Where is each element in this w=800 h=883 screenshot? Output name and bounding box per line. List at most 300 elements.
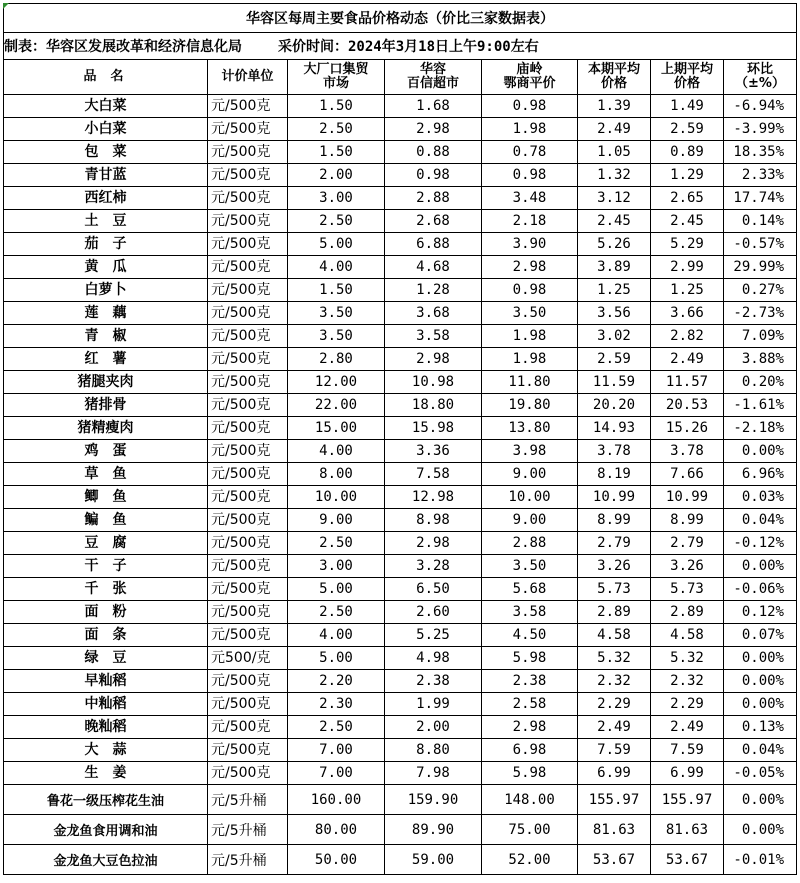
- price-market2: 5.25: [385, 624, 482, 647]
- table-row: [4, 371, 797, 394]
- price-change: 0.00%: [724, 555, 797, 578]
- price-market1: 2.20: [288, 670, 385, 693]
- price-market3: 9.00: [482, 509, 578, 532]
- price-market1: 15.00: [288, 417, 385, 440]
- header-market3: [482, 60, 578, 95]
- price-change: 0.13%: [724, 716, 797, 739]
- maker-label: 制表：华容区发展改革和经济信息化局: [4, 39, 242, 55]
- price-market2: 12.98: [385, 486, 482, 509]
- price-market3: 9.00: [482, 463, 578, 486]
- meta-cell: [4, 33, 797, 60]
- price-previous-avg: 2.99: [651, 256, 724, 279]
- item-unit: 元/500克: [208, 325, 288, 348]
- header-unit: 计价单位: [208, 60, 288, 95]
- table-row: [4, 647, 797, 670]
- item-unit: 元/500克: [208, 187, 288, 210]
- price-market1: 12.00: [288, 371, 385, 394]
- price-market3: 3.48: [482, 187, 578, 210]
- item-unit: 元/5升桶: [208, 815, 288, 845]
- price-previous-avg: 2.29: [651, 693, 724, 716]
- price-current-avg: 53.67: [578, 845, 651, 875]
- price-current-avg: 2.89: [578, 601, 651, 624]
- price-market3: 2.58: [482, 693, 578, 716]
- price-market1: 160.00: [288, 785, 385, 815]
- price-previous-avg: 10.99: [651, 486, 724, 509]
- price-table: [3, 3, 797, 875]
- price-current-avg: 11.59: [578, 371, 651, 394]
- price-current-avg: 6.99: [578, 762, 651, 785]
- item-unit: 元/500克: [208, 486, 288, 509]
- table-row: [4, 187, 797, 210]
- price-market1: 80.00: [288, 815, 385, 845]
- price-previous-avg: 5.29: [651, 233, 724, 256]
- price-market3: 3.58: [482, 601, 578, 624]
- price-market3: 2.98: [482, 256, 578, 279]
- price-previous-avg: 3.78: [651, 440, 724, 463]
- header-change-line1: 环比: [746, 62, 773, 77]
- item-name: 包 菜: [4, 141, 208, 164]
- price-market2: 2.98: [385, 348, 482, 371]
- price-market3: 1.98: [482, 118, 578, 141]
- item-unit: 元/500克: [208, 371, 288, 394]
- item-name: 金龙鱼大豆色拉油: [4, 845, 208, 875]
- price-change: 0.27%: [724, 279, 797, 302]
- price-change: 0.00%: [724, 647, 797, 670]
- price-market1: 5.00: [288, 233, 385, 256]
- price-market2: 89.90: [385, 815, 482, 845]
- item-name: 晚籼稻: [4, 716, 208, 739]
- price-current-avg: 1.32: [578, 164, 651, 187]
- price-market1: 9.00: [288, 509, 385, 532]
- header-previous-avg: [651, 60, 724, 95]
- price-change: -6.94%: [724, 95, 797, 118]
- price-market2: 10.98: [385, 371, 482, 394]
- item-name: 千 张: [4, 578, 208, 601]
- price-market2: 2.98: [385, 118, 482, 141]
- price-previous-avg: 2.59: [651, 118, 724, 141]
- item-unit: 元/500克: [208, 164, 288, 187]
- price-market1: 2.50: [288, 716, 385, 739]
- price-previous-avg: 5.32: [651, 647, 724, 670]
- item-name: 鲫 鱼: [4, 486, 208, 509]
- table-row: [4, 233, 797, 256]
- item-unit: 元/500克: [208, 210, 288, 233]
- price-current-avg: 7.59: [578, 739, 651, 762]
- item-name: 中籼稻: [4, 693, 208, 716]
- price-current-avg: 2.32: [578, 670, 651, 693]
- price-current-avg: 14.93: [578, 417, 651, 440]
- price-market1: 5.00: [288, 578, 385, 601]
- table-title: 华容区每周主要食品价格动态（价比三家数据表）: [4, 4, 797, 33]
- price-market3: 3.98: [482, 440, 578, 463]
- price-current-avg: 2.29: [578, 693, 651, 716]
- price-change: 0.00%: [724, 440, 797, 463]
- price-market2: 2.38: [385, 670, 482, 693]
- header-market1-line1: 大厂口集贸: [303, 62, 369, 77]
- table-row: [4, 279, 797, 302]
- table-row: [4, 394, 797, 417]
- price-current-avg: 2.79: [578, 532, 651, 555]
- item-unit: 元/500克: [208, 394, 288, 417]
- item-unit: 元/500克: [208, 716, 288, 739]
- price-previous-avg: 5.73: [651, 578, 724, 601]
- price-previous-avg: 7.59: [651, 739, 724, 762]
- item-name: 金龙鱼食用调和油: [4, 815, 208, 845]
- price-change: 0.04%: [724, 509, 797, 532]
- item-name: 青甘蓝: [4, 164, 208, 187]
- price-market3: 13.80: [482, 417, 578, 440]
- price-change: 6.96%: [724, 463, 797, 486]
- price-current-avg: 3.89: [578, 256, 651, 279]
- price-change: 0.07%: [724, 624, 797, 647]
- price-market1: 2.00: [288, 164, 385, 187]
- price-previous-avg: 81.63: [651, 815, 724, 845]
- price-market2: 7.58: [385, 463, 482, 486]
- price-market2: 59.00: [385, 845, 482, 875]
- item-unit: 元/500克: [208, 693, 288, 716]
- item-name: 鳊 鱼: [4, 509, 208, 532]
- price-previous-avg: 0.89: [651, 141, 724, 164]
- price-change: 0.04%: [724, 739, 797, 762]
- price-market1: 2.30: [288, 693, 385, 716]
- price-market2: 7.98: [385, 762, 482, 785]
- price-current-avg: 2.45: [578, 210, 651, 233]
- price-current-avg: 2.59: [578, 348, 651, 371]
- price-change: 0.00%: [724, 785, 797, 815]
- item-unit: 元/500克: [208, 670, 288, 693]
- item-unit: 元/500克: [208, 417, 288, 440]
- item-unit: 元500/克: [208, 647, 288, 670]
- header-change: [724, 60, 797, 95]
- table-row: [4, 762, 797, 785]
- price-change: -2.18%: [724, 417, 797, 440]
- price-market1: 2.50: [288, 118, 385, 141]
- table-row: [4, 532, 797, 555]
- price-market2: 3.36: [385, 440, 482, 463]
- price-market3: 10.00: [482, 486, 578, 509]
- price-change: 18.35%: [724, 141, 797, 164]
- table-row: [4, 325, 797, 348]
- price-previous-avg: 2.79: [651, 532, 724, 555]
- price-current-avg: 2.49: [578, 716, 651, 739]
- price-market2: 18.80: [385, 394, 482, 417]
- item-name: 大 蒜: [4, 739, 208, 762]
- table-row: [4, 624, 797, 647]
- table-row: [4, 670, 797, 693]
- price-previous-avg: 2.65: [651, 187, 724, 210]
- price-current-avg: 3.26: [578, 555, 651, 578]
- header-market2-line2: 百信超市: [406, 76, 459, 91]
- table-row: [4, 785, 797, 815]
- price-previous-avg: 7.66: [651, 463, 724, 486]
- item-unit: 元/500克: [208, 302, 288, 325]
- price-current-avg: 4.58: [578, 624, 651, 647]
- item-name: 猪排骨: [4, 394, 208, 417]
- price-market1: 2.50: [288, 532, 385, 555]
- price-change: -0.12%: [724, 532, 797, 555]
- table-row: [4, 141, 797, 164]
- item-name: 西红柿: [4, 187, 208, 210]
- price-previous-avg: 1.29: [651, 164, 724, 187]
- header-current-line1: 本期平均: [587, 62, 640, 77]
- table-row: [4, 256, 797, 279]
- item-unit: 元/5升桶: [208, 845, 288, 875]
- price-market3: 5.98: [482, 647, 578, 670]
- item-name: 猪腿夹肉: [4, 371, 208, 394]
- price-change: -2.73%: [724, 302, 797, 325]
- price-market1: 4.00: [288, 624, 385, 647]
- price-market3: 0.98: [482, 95, 578, 118]
- table-row: [4, 348, 797, 371]
- item-name: 鸡 蛋: [4, 440, 208, 463]
- price-market2: 2.60: [385, 601, 482, 624]
- price-change: 0.00%: [724, 693, 797, 716]
- item-unit: 元/500克: [208, 463, 288, 486]
- price-current-avg: 3.56: [578, 302, 651, 325]
- table-row: [4, 845, 797, 875]
- header-previous-line1: 上期平均: [660, 62, 713, 77]
- price-previous-avg: 2.49: [651, 348, 724, 371]
- price-market3: 6.98: [482, 739, 578, 762]
- price-market2: 6.88: [385, 233, 482, 256]
- price-market2: 3.58: [385, 325, 482, 348]
- table-row: [4, 118, 797, 141]
- table-row: [4, 739, 797, 762]
- price-market2: 1.68: [385, 95, 482, 118]
- table-row: [4, 509, 797, 532]
- table-row: [4, 555, 797, 578]
- price-current-avg: 5.32: [578, 647, 651, 670]
- price-market2: 6.50: [385, 578, 482, 601]
- item-name: 黄 瓜: [4, 256, 208, 279]
- header-market3-line1: 庙岭: [516, 62, 543, 77]
- price-market3: 2.88: [482, 532, 578, 555]
- price-market2: 3.68: [385, 302, 482, 325]
- item-unit: 元/5升桶: [208, 785, 288, 815]
- price-market2: 4.68: [385, 256, 482, 279]
- price-market3: 3.50: [482, 302, 578, 325]
- item-name: 青 椒: [4, 325, 208, 348]
- price-market1: 7.00: [288, 762, 385, 785]
- item-name: 红 薯: [4, 348, 208, 371]
- item-name: 生 姜: [4, 762, 208, 785]
- collection-time: 采价时间：2024年3月18日上午9:00左右: [278, 39, 539, 55]
- price-change: -1.61%: [724, 394, 797, 417]
- item-unit: 元/500克: [208, 233, 288, 256]
- table-row: [4, 716, 797, 739]
- price-change: 17.74%: [724, 187, 797, 210]
- price-market1: 5.00: [288, 647, 385, 670]
- price-change: 7.09%: [724, 325, 797, 348]
- price-market1: 4.00: [288, 440, 385, 463]
- price-current-avg: 8.19: [578, 463, 651, 486]
- price-current-avg: 8.99: [578, 509, 651, 532]
- table-row: [4, 578, 797, 601]
- price-market3: 52.00: [482, 845, 578, 875]
- item-name: 大白菜: [4, 95, 208, 118]
- header-row: [4, 60, 797, 95]
- header-market2: [385, 60, 482, 95]
- price-current-avg: 1.25: [578, 279, 651, 302]
- item-name: 面 粉: [4, 601, 208, 624]
- price-market1: 2.50: [288, 210, 385, 233]
- price-previous-avg: 2.82: [651, 325, 724, 348]
- price-market2: 2.98: [385, 532, 482, 555]
- item-unit: 元/500克: [208, 532, 288, 555]
- header-market3-line2: 鄂商平价: [503, 76, 556, 91]
- price-market2: 2.68: [385, 210, 482, 233]
- item-unit: 元/500克: [208, 739, 288, 762]
- header-market1-line2: 市场: [322, 76, 349, 91]
- item-name: 豆 腐: [4, 532, 208, 555]
- price-previous-avg: 3.26: [651, 555, 724, 578]
- price-previous-avg: 2.89: [651, 601, 724, 624]
- table-row: [4, 302, 797, 325]
- title-row: [4, 4, 797, 33]
- table-row: [4, 601, 797, 624]
- price-market2: 0.98: [385, 164, 482, 187]
- price-market1: 2.50: [288, 601, 385, 624]
- price-current-avg: 5.73: [578, 578, 651, 601]
- header-market1: [288, 60, 385, 95]
- price-market1: 1.50: [288, 95, 385, 118]
- price-change: 29.99%: [724, 256, 797, 279]
- price-current-avg: 10.99: [578, 486, 651, 509]
- item-name: 绿 豆: [4, 647, 208, 670]
- price-current-avg: 1.39: [578, 95, 651, 118]
- item-unit: 元/500克: [208, 509, 288, 532]
- price-market3: 2.98: [482, 716, 578, 739]
- price-previous-avg: 1.49: [651, 95, 724, 118]
- price-change: -3.99%: [724, 118, 797, 141]
- item-name: 早籼稻: [4, 670, 208, 693]
- item-name: 茄 子: [4, 233, 208, 256]
- price-market3: 75.00: [482, 815, 578, 845]
- price-change: 2.33%: [724, 164, 797, 187]
- table-row: [4, 693, 797, 716]
- item-unit: 元/500克: [208, 555, 288, 578]
- price-change: 0.20%: [724, 371, 797, 394]
- price-current-avg: 2.49: [578, 118, 651, 141]
- item-name: 干 子: [4, 555, 208, 578]
- price-market2: 3.28: [385, 555, 482, 578]
- price-market2: 2.88: [385, 187, 482, 210]
- table-row: [4, 95, 797, 118]
- item-unit: 元/500克: [208, 279, 288, 302]
- price-market3: 2.38: [482, 670, 578, 693]
- table-row: [4, 463, 797, 486]
- price-market1: 3.50: [288, 302, 385, 325]
- item-name: 草 鱼: [4, 463, 208, 486]
- table-row: [4, 440, 797, 463]
- header-name: 品名: [4, 60, 208, 95]
- price-market3: 0.98: [482, 164, 578, 187]
- price-previous-avg: 11.57: [651, 371, 724, 394]
- price-change: -0.01%: [724, 845, 797, 875]
- table-row: [4, 210, 797, 233]
- price-change: -0.57%: [724, 233, 797, 256]
- price-market3: 11.80: [482, 371, 578, 394]
- price-market2: 8.98: [385, 509, 482, 532]
- price-market1: 22.00: [288, 394, 385, 417]
- item-unit: 元/500克: [208, 141, 288, 164]
- header-current-avg: [578, 60, 651, 95]
- item-unit: 元/500克: [208, 348, 288, 371]
- price-previous-avg: 2.49: [651, 716, 724, 739]
- price-market2: 15.98: [385, 417, 482, 440]
- price-market3: 3.50: [482, 555, 578, 578]
- price-current-avg: 81.63: [578, 815, 651, 845]
- price-market1: 3.00: [288, 187, 385, 210]
- price-previous-avg: 1.25: [651, 279, 724, 302]
- price-market3: 1.98: [482, 325, 578, 348]
- price-market1: 7.00: [288, 739, 385, 762]
- price-current-avg: 3.12: [578, 187, 651, 210]
- price-market3: 4.50: [482, 624, 578, 647]
- price-current-avg: 155.97: [578, 785, 651, 815]
- price-previous-avg: 8.99: [651, 509, 724, 532]
- price-market3: 0.78: [482, 141, 578, 164]
- price-current-avg: 5.26: [578, 233, 651, 256]
- price-market1: 1.50: [288, 141, 385, 164]
- price-change: 0.00%: [724, 670, 797, 693]
- price-change: 3.88%: [724, 348, 797, 371]
- price-change: 0.14%: [724, 210, 797, 233]
- price-previous-avg: 20.53: [651, 394, 724, 417]
- item-unit: 元/500克: [208, 118, 288, 141]
- price-market1: 2.80: [288, 348, 385, 371]
- price-previous-avg: 2.32: [651, 670, 724, 693]
- price-market2: 8.80: [385, 739, 482, 762]
- corner-marker: [3, 3, 9, 9]
- price-market1: 4.00: [288, 256, 385, 279]
- price-current-avg: 3.02: [578, 325, 651, 348]
- price-previous-avg: 2.45: [651, 210, 724, 233]
- header-previous-line2: 价格: [673, 76, 700, 91]
- item-name: 面 条: [4, 624, 208, 647]
- price-market3: 5.98: [482, 762, 578, 785]
- price-market3: 1.98: [482, 348, 578, 371]
- item-unit: 元/500克: [208, 256, 288, 279]
- price-change: -0.06%: [724, 578, 797, 601]
- item-unit: 元/500克: [208, 624, 288, 647]
- price-market3: 2.18: [482, 210, 578, 233]
- price-change: 0.03%: [724, 486, 797, 509]
- price-market2: 1.99: [385, 693, 482, 716]
- price-market3: 3.90: [482, 233, 578, 256]
- price-market2: 0.88: [385, 141, 482, 164]
- price-market1: 1.50: [288, 279, 385, 302]
- header-change-line2: （±%）: [735, 76, 785, 91]
- price-market2: 1.28: [385, 279, 482, 302]
- price-market1: 8.00: [288, 463, 385, 486]
- price-market1: 3.50: [288, 325, 385, 348]
- price-market3: 148.00: [482, 785, 578, 815]
- item-unit: 元/500克: [208, 578, 288, 601]
- price-previous-avg: 3.66: [651, 302, 724, 325]
- table-row: [4, 815, 797, 845]
- price-market3: 19.80: [482, 394, 578, 417]
- price-current-avg: 20.20: [578, 394, 651, 417]
- price-market1: 50.00: [288, 845, 385, 875]
- price-market2: 4.98: [385, 647, 482, 670]
- price-change: -0.05%: [724, 762, 797, 785]
- item-unit: 元/500克: [208, 440, 288, 463]
- price-market2: 159.90: [385, 785, 482, 815]
- price-market1: 10.00: [288, 486, 385, 509]
- price-market3: 5.68: [482, 578, 578, 601]
- price-change: 0.00%: [724, 815, 797, 845]
